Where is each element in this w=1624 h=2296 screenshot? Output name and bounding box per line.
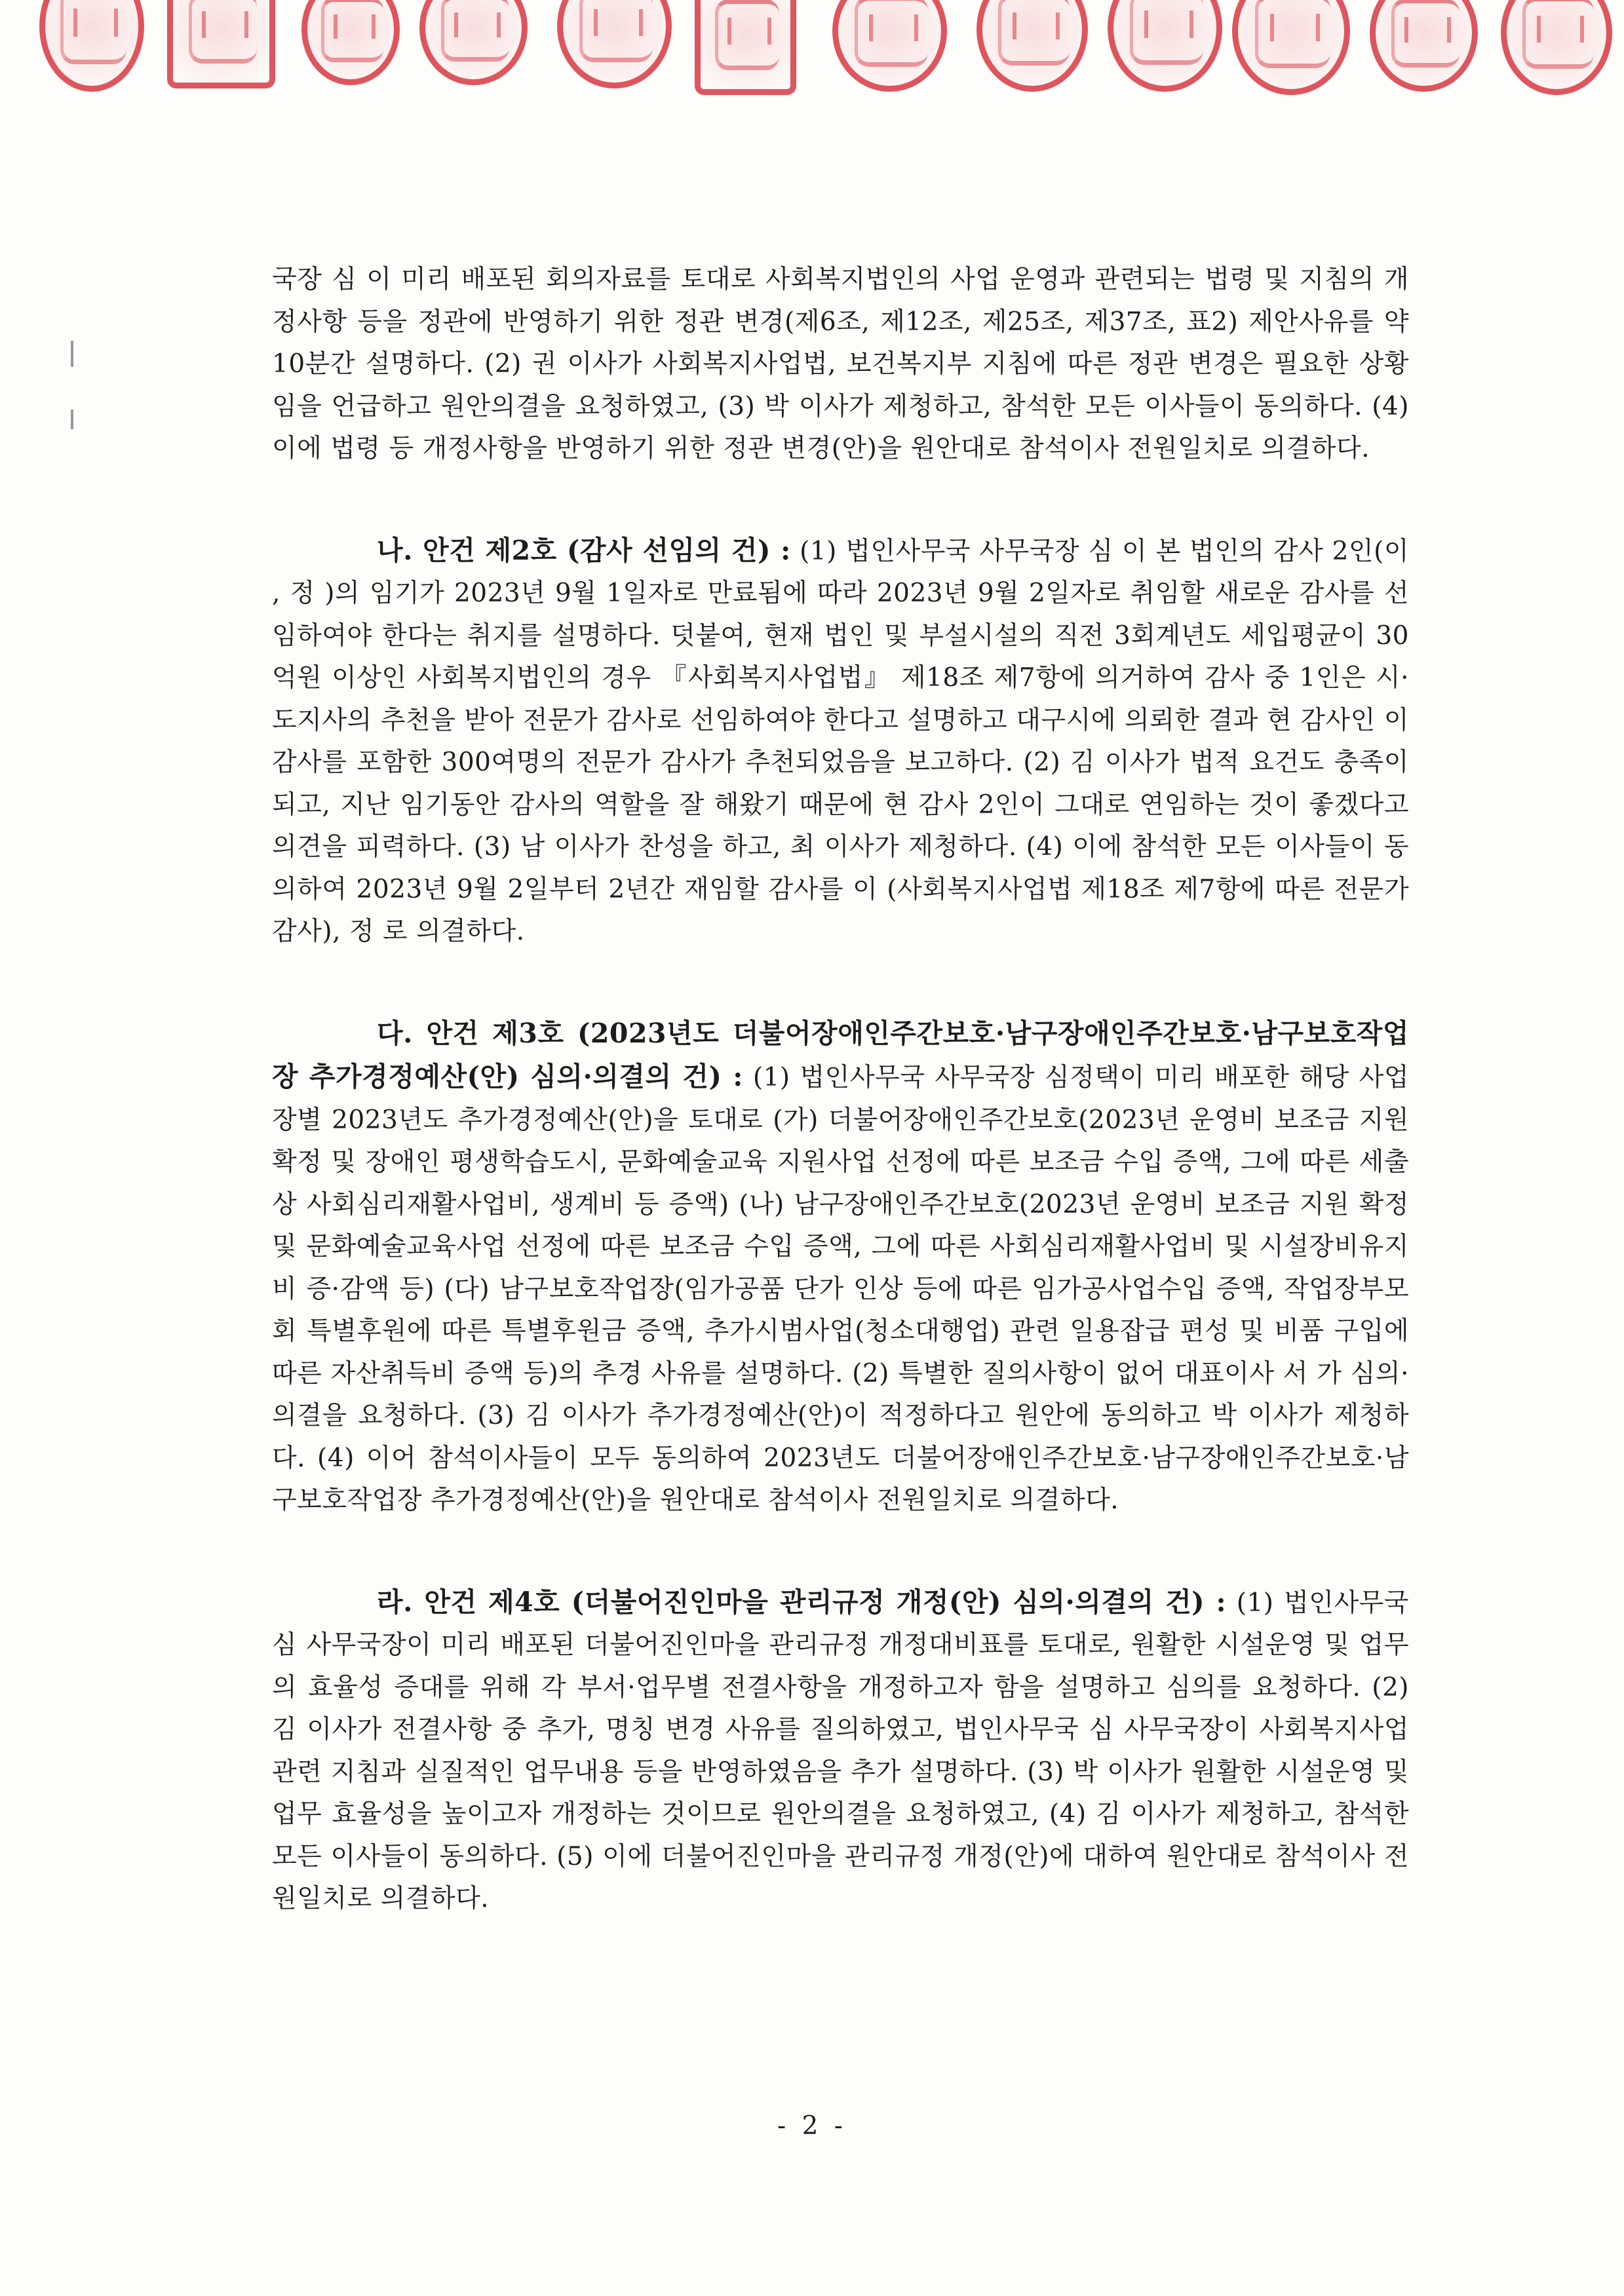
document-body [272, 259, 1409, 1921]
scan-edge-mark [71, 410, 73, 429]
agenda-body: (1) 법인사무국 심 사무국장이 미리 배포된 더불어진인마을 관리규정 개정대비표를 토대로, 원활한 시설운영 및 업무의 효율성 증대를 위해 각 부서·업무별 전결사항을 개정하고자 함을 설명하고 심의를 요청하다. (2) 김 이사가 전결사항 중 추가, 명칭 변경 사유를 질의하였고, 법인사무국 심 사무국장이 사회복지사업 관련 지침과 실질적인 업무내용 등을 반영하였음을 추가 설명하다. (3) 박 이사가 원활한 시설운영 및 업무 효율성을 높이고자 개정하는 것이므로 원안의결을 요청하였고, (4) 김 이사가 제청하고, 참석한 모든 이사들이 동의하다. (5) 이에 더불어진인마을 관리규정 개정(안)에 대하여 원안대로 참석이사 전원일치로 의결하다. [272, 1588, 1409, 1913]
seal-stamp-icon [557, 0, 672, 88]
agenda-heading: 나. 안건 제2호 (감사 선임의 건) : [377, 534, 791, 566]
agenda-item-3 [272, 1012, 1409, 1522]
agenda-body: (1) 법인사무국 사무국장 심 이 본 법인의 감사 2인(이 , 정 )의 임기가 2023년 9월 1일자로 만료됨에 따라 2023년 9월 2일자로 취임할 새로운 감사를 선임하여야 한다는 취지를 설명하다. 덧붙여, 현재 법인 및 부설시설의 직전 3회계년도 세입평균이 30억원 이상인 사회복지법인의 경우 『사회복지사업법』 제18조 제7항에 의거하여 감사 중 1인은 시·도지사의 추천을 받아 전문가 감사로 선임하여야 한다고 설명하고 대구시에 의뢰한 결과 현 감사인 이 감사를 포함한 300여명의 전문가 감사가 추천되었음을 보고하다. (2) 김 이사가 법적 요건도 충족이 되고, 지난 임기동안 감사의 역할을 잘 해왔기 때문에 현 감사 2인이 그대로 연임하는 것이 좋겠다고 의견을 피력하다. (3) 남 이사가 찬성을 하고, 최 이사가 제청하다. (4) 이에 참석한 모든 이사들이 동의하여 2023년 9월 2일부터 2년간 재임할 감사를 이 (사회복지사업법 제18조 제7항에 따른 전문가 감사), 정 로 의결하다. [272, 536, 1409, 946]
seal-stamp-icon [695, 0, 796, 95]
seal-stamp-icon [419, 0, 528, 85]
agenda-heading: 라. 안건 제4호 (더불어진인마을 관리규정 개정(안) 심의·의결의 건) : [377, 1586, 1227, 1618]
agenda-item-4 [272, 1581, 1409, 1921]
page-number: - 2 - [777, 2111, 847, 2141]
seal-stamp-icon [832, 0, 947, 92]
seal-stamp-icon [167, 0, 275, 88]
seal-stamp-icon [1108, 0, 1222, 92]
agenda-item-2 [272, 529, 1409, 953]
seal-stamp-icon [39, 0, 144, 92]
seal-stamp-icon [1232, 0, 1350, 95]
agenda-heading: 다. 안건 제3호 (2023년도 더불어장애인주간보호·남구장애인주간보호·남구보호작업장 추가경정예산(안) 심의·의결의 건) : [272, 1017, 1409, 1092]
seal-stamp-icon [1501, 0, 1612, 95]
seal-stamp-icon [976, 0, 1088, 92]
scan-edge-mark [71, 341, 73, 367]
agenda-body: (1) 법인사무국 사무국장 심정택이 미리 배포한 해당 사업장별 2023년도 추가경정예산(안)을 토대로 (가) 더불어장애인주간보호(2023년 운영비 보조금 지원 확정 및 장애인 평생학습도시, 문화예술교육 지원사업 선정에 따른 보조금 수입 증액, 그에 따른 세출상 사회심리재활사업비, 생계비 등 증액) (나) 남구장애인주간보호(2023년 운영비 보조금 지원 확정 및 문화예술교육사업 선정에 따른 보조금 수입 증액, 그에 따른 사회심리재활사업비 및 시설장비유지비 증·감액 등) (다) 남구보호작업장(임가공품 단가 인상 등에 따른 임가공사업수입 증액, 작업장부모회 특별후원에 따른 특별후원금 증액, 추가시범사업(청소대행업) 관련 일용잡급 편성 및 비품 구입에 따른 자산취득비 증액 등)의 추경 사유를 설명하다. (2) 특별한 질의사항이 없어 대표이사 서 가 심의·의결을 요청하다. (3) 김 이사가 추가경정예산(안)이 적정하다고 원안에 동의하고 박 이사가 제청하다. (4) 이어 참석이사들이 모두 동의하여 2023년도 더불어장애인주간보호·남구장애인주간보호·남구보호작업장 추가경정예산(안)을 원안대로 참석이사 전원일치로 의결하다. [272, 1063, 1409, 1515]
seal-stamps-row [0, 0, 1624, 124]
continuation-paragraph: 국장 심 이 미리 배포된 회의자료를 토대로 사회복지법인의 사업 운영과 관련되는 법령 및 지침의 개정사항 등을 정관에 반영하기 위한 정관 변경(제6조, 제12조, 제25조, 제37조, 표2) 제안사유를 약 10분간 설명하다. (2) 권 이사가 사회복지사업법, 보건복지부 지침에 따른 정관 변경은 필요한 상황임을 언급하고 원안의결을 요청하였고, (3) 박 이사가 제청하고, 참석한 모든 이사들이 동의하다. (4) 이에 법령 등 개정사항을 반영하기 위한 정관 변경(안)을 원안대로 참석이사 전원일치로 의결하다. [272, 265, 1409, 463]
seal-stamp-icon [301, 0, 400, 85]
seal-stamp-icon [1370, 0, 1478, 92]
